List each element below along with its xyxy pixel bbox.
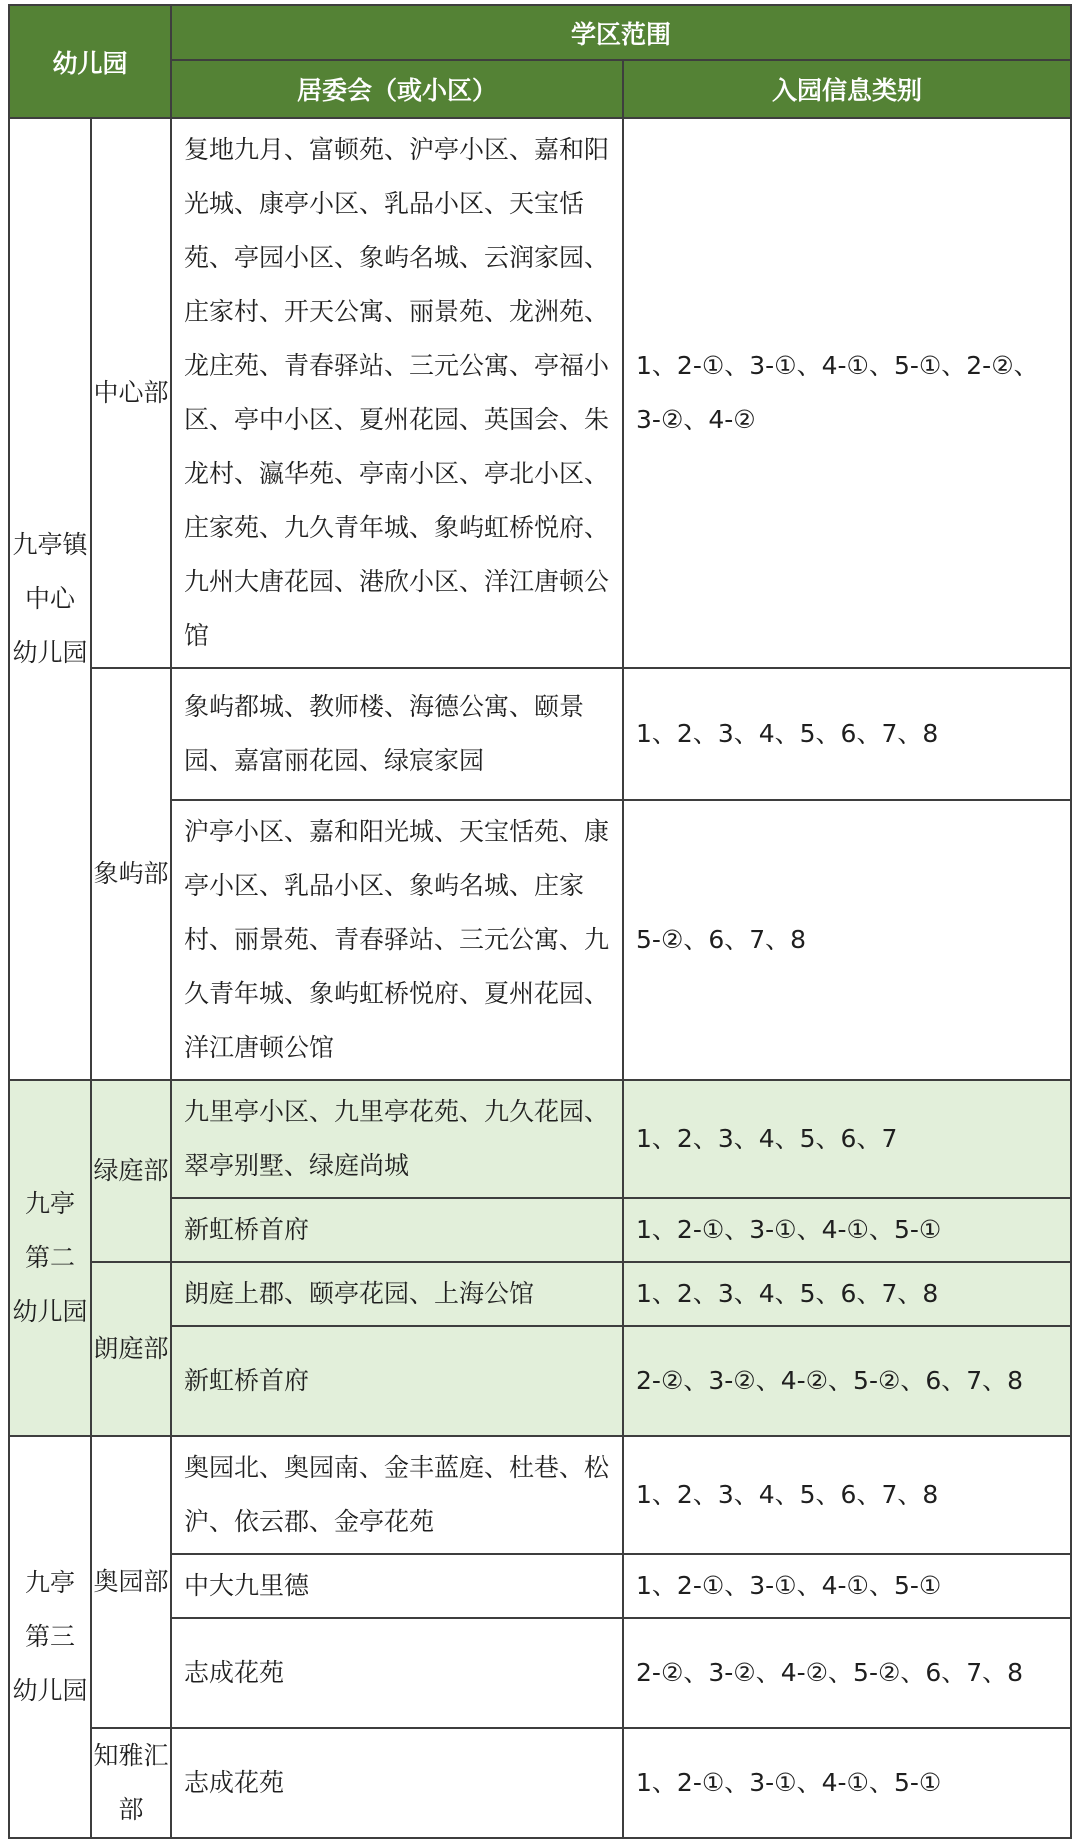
area-list: 新虹桥首府 bbox=[171, 1198, 623, 1262]
category-list: 5-②、6、7、8 bbox=[623, 800, 1071, 1080]
table-row bbox=[9, 1080, 1071, 1198]
category-list: 1、2、3、4、5、6、7 bbox=[623, 1080, 1071, 1198]
table-row bbox=[9, 118, 1071, 668]
header-kindergarten: 幼儿园 bbox=[9, 5, 171, 118]
area-list: 九里亭小区、九里亭花苑、九久花园、翠亭别墅、绿庭尚城 bbox=[171, 1080, 623, 1198]
category-list: 1、2、3、4、5、6、7、8 bbox=[623, 1262, 1071, 1326]
area-list: 奥园北、奥园南、金丰蓝庭、杜巷、松沪、依云郡、金亭花苑 bbox=[171, 1436, 623, 1554]
branch-name: 中心部 bbox=[91, 118, 171, 668]
area-list: 象屿都城、教师楼、海德公寓、颐景园、嘉富丽花园、绿宸家园 bbox=[171, 668, 623, 800]
school-district-table bbox=[8, 4, 1072, 1839]
category-list: 1、2-①、3-①、4-①、5-① bbox=[623, 1198, 1071, 1262]
header-district-scope: 学区范围 bbox=[171, 5, 1071, 60]
kindergarten-name: 九亭镇 中心 幼儿园 bbox=[9, 118, 91, 1080]
branch-name: 奥园部 bbox=[91, 1436, 171, 1728]
area-list: 志成花苑 bbox=[171, 1728, 623, 1838]
area-list: 朗庭上郡、颐亭花园、上海公馆 bbox=[171, 1262, 623, 1326]
area-list: 沪亭小区、嘉和阳光城、天宝恬苑、康亭小区、乳品小区、象屿名城、庄家村、丽景苑、青春驿站、三元公寓、九久青年城、象屿虹桥悦府、夏州花园、洋江唐顿公馆 bbox=[171, 800, 623, 1080]
category-list: 1、2、3、4、5、6、7、8 bbox=[623, 668, 1071, 800]
kindergarten-name: 九亭 第三 幼儿园 bbox=[9, 1436, 91, 1838]
table-row bbox=[9, 1436, 1071, 1554]
kindergarten-name: 九亭 第二 幼儿园 bbox=[9, 1080, 91, 1436]
area-list: 复地九月、富顿苑、沪亭小区、嘉和阳光城、康亭小区、乳品小区、天宝恬苑、亭园小区、象屿名城、云润家园、庄家村、开天公寓、丽景苑、龙洲苑、龙庄苑、青春驿站、三元公寓、亭福小区、亭中小区、夏州花园、英国会、朱龙村、瀛华苑、亭南小区、亭北小区、庄家苑、九久青年城、象屿虹桥悦府、九州大唐花园、港欣小区、洋江唐顿公馆 bbox=[171, 118, 623, 668]
branch-name: 朗庭部 bbox=[91, 1262, 171, 1436]
category-list: 2-②、3-②、4-②、5-②、6、7、8 bbox=[623, 1326, 1071, 1436]
category-list: 1、2-①、3-①、4-①、5-① bbox=[623, 1728, 1071, 1838]
area-list: 中大九里德 bbox=[171, 1554, 623, 1618]
table-row bbox=[9, 668, 1071, 800]
area-list: 新虹桥首府 bbox=[171, 1326, 623, 1436]
header-category: 入园信息类别 bbox=[623, 60, 1071, 118]
category-list: 1、2-①、3-①、4-①、5-①、2-②、3-②、4-② bbox=[623, 118, 1071, 668]
area-list: 志成花苑 bbox=[171, 1618, 623, 1728]
branch-name: 知雅汇 部 bbox=[91, 1728, 171, 1838]
branch-name: 象屿部 bbox=[91, 668, 171, 1080]
category-list: 2-②、3-②、4-②、5-②、6、7、8 bbox=[623, 1618, 1071, 1728]
header-committee: 居委会（或小区） bbox=[171, 60, 623, 118]
table-row bbox=[9, 1262, 1071, 1326]
branch-name: 绿庭部 bbox=[91, 1080, 171, 1262]
category-list: 1、2、3、4、5、6、7、8 bbox=[623, 1436, 1071, 1554]
category-list: 1、2-①、3-①、4-①、5-① bbox=[623, 1554, 1071, 1618]
